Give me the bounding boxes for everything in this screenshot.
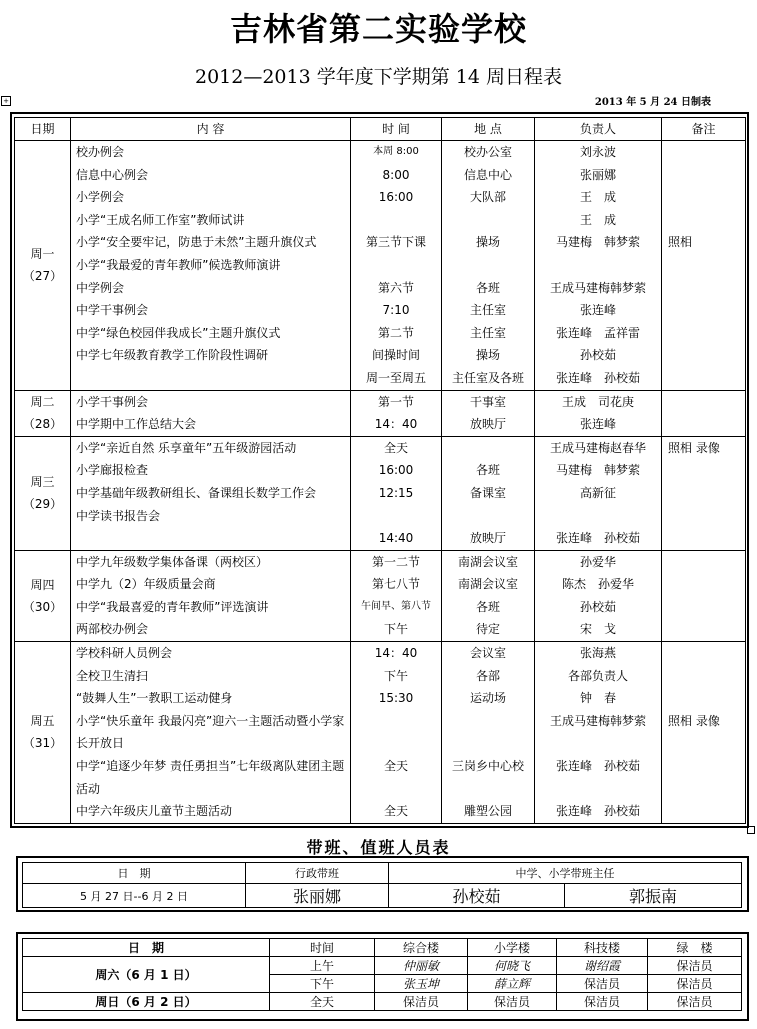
event-place: 待定 [475,622,500,637]
event-time: 下午 [383,622,408,637]
event-note [662,778,745,801]
weekend-header-building: 绿 楼 [648,939,742,957]
weekend-time: 全天 [270,993,375,1011]
event-note [662,391,745,414]
event-item: 中学例会 [76,280,125,295]
event-time: 12:15 [378,485,414,500]
event-time [351,732,441,755]
weekend-staff: 保洁员 [468,993,557,1011]
event-time: 全天 [383,440,408,455]
event-place: 南湖会议室 [457,577,518,592]
duty-header-date: 日 期 [23,863,246,884]
event-place: 操场 [475,235,500,250]
event-item-column [71,436,351,550]
day-block [15,141,746,391]
day-number: （31） [22,736,63,751]
event-place-column [442,550,535,641]
event-note: 照相 录像 [668,440,720,455]
event-place: 校办公室 [463,145,512,159]
event-item: 小学“安全要牢记，防患于未然”主题升旗仪式 [76,235,317,250]
event-item: 两部校办例会 [76,622,149,637]
event-note [662,209,745,232]
event-time: 14:40 [378,531,414,546]
day-number: （30） [22,599,63,614]
event-person-column [535,642,662,824]
weekend-staff: 薛立辉 [468,975,557,993]
made-date: 2013 年 5 月 24 日制表 [594,97,711,108]
day-name: 周四 [30,577,55,592]
weekend-staff: 何晓飞 [468,957,557,975]
schedule-subtitle: 2012—2013 学年度下学期第 14 周日程表 [194,66,562,88]
event-person: 张连峰 孙校茹 [555,370,640,385]
event-place-column [442,436,535,550]
event-person: 马建梅 韩梦萦 [555,235,640,250]
event-note [662,573,745,596]
event-place [442,437,534,460]
event-note [662,755,745,778]
event-person: 张连峰 孟祥雷 [555,325,640,340]
header-person: 负责人 [535,118,662,141]
event-time [351,254,441,277]
event-person: 王成马建梅赵春华 [549,440,646,455]
event-item: 小学“王成名师工作室”教师试讲 [76,212,245,227]
header-time: 时 间 [351,118,442,141]
event-person-column [535,141,662,391]
event-time-column [351,550,442,641]
event-place: 大队部 [469,190,506,205]
event-item: “鼓舞人生”一教职工运动健身 [76,691,233,706]
day-cell [15,141,71,391]
weekend-header-building: 科技楼 [557,939,648,957]
event-note [662,665,745,688]
event-note [662,299,745,322]
event-item: 小学干事例会 [76,394,149,409]
event-place: 各班 [475,599,500,614]
weekend-row [23,957,742,975]
event-note [662,367,745,390]
day-cell [15,390,71,436]
event-note [662,344,745,367]
event-place: 雕塑公园 [463,804,512,819]
event-place: 南湖会议室 [457,554,518,569]
event-place [442,732,534,755]
event-place: 会议室 [469,646,506,661]
day-block [15,436,746,550]
weekend-sunday-label: 周日（6 月 2 日） [23,993,270,1011]
event-time: 本周 8:00 [373,146,419,157]
event-person: 张连峰 孙校茹 [555,759,640,774]
duty-header-row [23,863,742,884]
event-note [662,277,745,300]
event-time-column [351,436,442,550]
event-place-column [442,141,535,391]
event-time: 下午 [383,668,408,683]
event-person: 钟 春 [579,691,616,706]
event-note [662,618,745,641]
event-item: 学校科研人员例会 [76,646,173,661]
event-person [535,254,661,277]
event-note [662,642,745,665]
school-title: 吉林省第二实验学校 [229,10,527,48]
event-time-column [351,390,442,436]
event-place [442,710,534,733]
weekend-staff: 张玉坤 [375,975,468,993]
day-block [15,390,746,436]
event-place-column [442,642,535,824]
event-time: 16:00 [378,190,414,205]
event-person: 宋 戈 [579,622,616,637]
event-note [662,459,745,482]
event-note [662,322,745,345]
event-note [662,800,745,823]
event-item: 中学期中工作总结大会 [76,417,197,432]
event-note-column [662,550,746,641]
weekend-staff: 谢绍霞 [557,957,648,975]
event-item-column [71,141,351,391]
event-place [442,254,534,277]
header-note: 备注 [662,118,746,141]
weekend-header-date: 日 期 [23,939,270,957]
event-time: 午间早、第八节 [361,600,431,612]
duty-table-title: 带班、值班人员表 [306,838,451,857]
event-person: 马建梅 韩梦萦 [555,463,640,478]
event-time: 第一节 [377,394,414,409]
event-note [662,732,745,755]
event-person: 张连峰 [579,303,616,318]
weekend-row [23,993,742,1011]
event-note-column [662,390,746,436]
event-place: 放映厅 [469,417,506,432]
day-block [15,642,746,824]
event-item: 校办例会 [76,145,125,159]
event-note [662,164,745,187]
day-name: 周五 [30,714,55,729]
event-person-column [535,390,662,436]
event-person: 孙校茹 [579,599,616,614]
duty-table [22,862,742,908]
event-place: 操场 [475,348,500,363]
header-date: 日期 [15,118,71,141]
event-item: 小学例会 [76,190,125,205]
header-content: 内 容 [71,118,351,141]
event-place [442,209,534,232]
event-person: 王成马建梅韩梦萦 [549,713,646,728]
day-number: （29） [22,497,63,512]
event-place: 干事室 [469,394,506,409]
event-place: 主任室及各班 [451,370,524,385]
event-item-column [71,390,351,436]
duty-admin: 张丽娜 [246,884,389,908]
event-place: 运动场 [469,691,506,706]
day-name: 周一 [30,247,55,262]
event-person-column [535,550,662,641]
event-person: 张连峰 孙校茹 [555,804,640,819]
weekend-staff: 仲丽敏 [375,957,468,975]
event-time: 第七八节 [371,577,420,592]
event-item: 信息中心例会 [76,167,149,182]
event-item: 中学“我最喜爱的青年教师”评选演讲 [76,599,269,614]
event-time: 全天 [383,804,408,819]
event-note: 照相 录像 [668,713,720,728]
header-place: 地 点 [442,118,535,141]
weekend-staff: 保洁员 [648,993,742,1011]
day-cell [15,436,71,550]
event-item: 中学九（2）年级质量会商 [76,577,216,592]
event-place: 主任室 [469,303,506,318]
weekend-staff: 保洁员 [557,975,648,993]
event-note-column [662,141,746,391]
event-place: 信息中心 [463,167,512,182]
event-time: 全天 [383,759,408,774]
duty-header-admin: 行政带班 [246,863,389,884]
event-person: 王 成 [579,190,616,205]
event-item: 全校卫生清扫 [76,668,149,683]
event-person: 刘永波 [579,145,616,159]
event-place: 放映厅 [469,531,506,546]
event-person [535,778,661,801]
event-item: 小学“我最爱的青年教师”候选教师演讲 [76,257,281,272]
event-person: 王成 司花庚 [561,394,634,409]
event-time: 14：40 [374,646,418,661]
weekend-time: 下午 [270,975,375,993]
event-person: 张海燕 [579,646,616,661]
day-cell [15,642,71,824]
event-item: 中学七年级教育教学工作阶段性调研 [76,348,269,363]
event-place [442,505,534,528]
event-item: 小学“快乐童年 我最闪亮”迎六一主题活动暨小学家长开放日 [76,713,345,751]
event-time: 第一二节 [371,554,420,569]
event-item: 中学基础年级教研组长、备课组长数学工作会 [76,485,317,500]
event-item: 小学廊报检查 [76,463,149,478]
weekend-time: 上午 [270,957,375,975]
event-person: 孙校茹 [579,348,616,363]
day-name: 周二 [30,395,55,410]
event-time: 周一至周五 [365,370,426,385]
event-person: 张丽娜 [579,167,616,182]
event-note: 照相 [668,235,693,250]
event-item: 中学“追逐少年梦 责任勇担当”七年级离队建团主题活动 [76,759,345,796]
event-note [662,254,745,277]
event-note [662,413,745,436]
event-place: 备课室 [469,485,506,500]
event-place: 主任室 [469,325,506,340]
event-place: 各班 [475,280,500,295]
duty-teacher: 孙校茹 [389,884,565,908]
event-item: 中学“绿色校园伴我成长”主题升旗仪式 [76,325,281,340]
duty-row [23,884,742,908]
event-note-column [662,436,746,550]
weekend-staff: 保洁员 [557,993,648,1011]
event-item: 小学“亲近自然 乐享童年”五年级游园活动 [76,440,297,455]
event-person: 孙爱华 [579,554,616,569]
table-resize-handle-icon[interactable] [747,826,755,834]
event-time: 16:00 [378,463,414,478]
event-person: 王 成 [579,212,616,227]
event-item-column [71,550,351,641]
duty-header-teachers: 中学、小学带班主任 [389,863,742,884]
event-note [662,505,745,528]
event-time-column [351,141,442,391]
event-person: 陈杰 孙爱华 [561,577,634,592]
event-item: 中学九年级数学集体备课（两校区） [76,554,269,569]
event-time: 第六节 [377,280,414,295]
event-place [442,778,534,801]
event-note [662,141,745,164]
event-time: 8:00 [382,167,410,182]
event-person [535,732,661,755]
day-name: 周三 [30,475,55,490]
event-item: 中学干事例会 [76,303,149,318]
weekend-header-time: 时间 [270,939,375,957]
event-time: 7:10 [382,303,410,318]
event-time: 15:30 [378,691,414,706]
event-time: 第二节 [377,325,414,340]
weekend-table [22,938,742,1011]
event-note [662,687,745,710]
event-note [662,527,745,550]
event-item: 中学读书报告会 [76,508,161,523]
day-number: （27） [22,269,63,284]
event-time [351,209,441,232]
weekend-header-building: 小学楼 [468,939,557,957]
event-time [351,710,441,733]
event-note [662,186,745,209]
event-person: 张连峰 [579,417,616,432]
weekend-saturday-label: 周六（6 月 1 日） [23,957,270,993]
duty-date: 5 月 27 日--6 月 2 日 [23,884,246,908]
event-person: 王成马建梅韩梦萦 [549,280,646,295]
event-place: 各部 [475,668,500,683]
schedule-header-row [15,118,746,141]
event-item: 中学六年级庆儿童节主题活动 [76,804,233,819]
weekend-staff: 保洁员 [648,975,742,993]
weekend-header-row [23,939,742,957]
day-block [15,550,746,641]
event-time-column [351,642,442,824]
event-time: 14：40 [374,417,418,432]
event-note [662,482,745,505]
event-person: 高新征 [579,485,616,500]
event-time [351,778,441,801]
event-time: 第三节下课 [365,235,426,250]
event-person: 张连峰 孙校茹 [555,531,640,546]
event-time [351,505,441,528]
event-person-column [535,436,662,550]
day-number: （28） [22,417,63,432]
weekend-staff: 保洁员 [648,957,742,975]
event-note [662,596,745,619]
event-place-column [442,390,535,436]
event-note-column [662,642,746,824]
event-place: 三岗乡中心校 [451,759,524,774]
day-cell [15,550,71,641]
schedule-table [14,117,746,824]
event-place: 各班 [475,463,500,478]
duty-teacher: 郭振南 [565,884,742,908]
weekend-staff: 保洁员 [375,993,468,1011]
event-note [662,551,745,574]
weekend-header-building: 综合楼 [375,939,468,957]
event-time: 间操时间 [371,348,420,363]
event-person [535,505,661,528]
table-move-handle-icon[interactable]: + [1,96,11,106]
event-person: 各部负责人 [567,668,628,683]
event-item-column [71,642,351,824]
